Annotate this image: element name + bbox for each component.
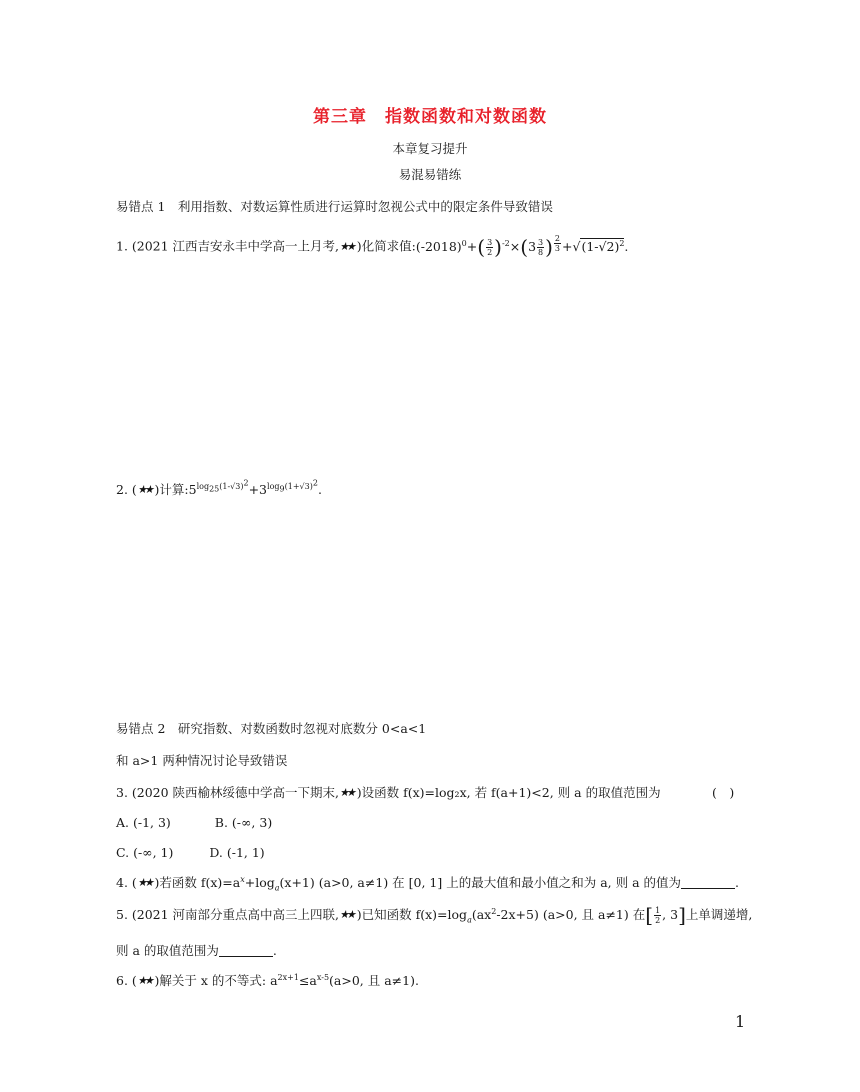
q5-text-b: (ax (471, 907, 492, 922)
error-point-2-line-1: 易错点 2 研究指数、对数函数时忽视对底数分 0<a<1 (116, 721, 427, 736)
difficulty-star-icon: ★★ (136, 483, 154, 496)
q5-text-d: 上单调递增, (685, 907, 753, 922)
q3-options-row-1 (116, 814, 272, 832)
q2-suffix: )计算: (154, 482, 189, 497)
q6-text-c: (a>0, 且 a≠1). (329, 973, 419, 988)
answer-blank[interactable] (681, 878, 735, 889)
page-number: 1 (735, 1012, 746, 1031)
q6-prefix: 6. ( (116, 973, 137, 988)
error-point-1: 易错点 1 利用指数、对数运算性质进行运算时忽视公式中的限定条件导致错误 (116, 199, 553, 214)
difficulty-star-icon: ★★ (338, 239, 356, 253)
q2-expression: $5^{log_{25}(1-√3)^2}+3^{log_9(1+√3)^2}$. (188, 478, 322, 497)
difficulty-star-icon: ★★ (338, 908, 356, 921)
section-title: 本章复习提升 (392, 141, 468, 156)
q4-text-b: +log (244, 875, 275, 890)
question-2 (116, 478, 322, 499)
question-5: 5. (2021 河南部分重点高中高三上四联,★★ )已知函数 $f(x)=\log_a(ax^2-2x+5)$ (a>0, 且 a≠1) 在[ $\frac{1}{2}$ , 3]上单调递增, (116, 903, 753, 927)
q1-expression: $(-2018)^0+$( $\frac{3}{2}$ )$^{-2}$×(3 $\frac{3}{8}$ ) $^{\frac{2}{3}}$ $+√(1-√2)^2$. (415, 234, 629, 259)
q5-interval: [ $\frac{1}{2}$ , 3] (645, 903, 686, 927)
difficulty-star-icon: ★★ (136, 876, 154, 889)
q5-text-c: -2x+5) (a>0, 且 a≠1) 在 (496, 907, 646, 922)
difficulty-star-icon: ★★ (338, 786, 356, 799)
question-3 (116, 784, 661, 802)
question-4: 4. (★★ )若函数 $f(x)=a^x+\log_a(x+1)$ (a>0, a≠1) 在 [0, 1] 上的最大值和最小值之和为 a, 则 a 的值为 . (116, 874, 739, 893)
q6-text-a: )解关于 x 的不等式: a (154, 973, 278, 988)
q3-options-row-2 (116, 844, 265, 862)
error-point-2-line-2: 和 a>1 两种情况讨论导致错误 (116, 753, 288, 768)
option-a: A. (-1, 3) (116, 815, 171, 830)
chapter-title: 第三章 指数函数和对数函数 (313, 107, 547, 127)
q5-prefix: 5. (2021 河南部分重点高中高三上四联, (116, 907, 340, 922)
subsection-title: 易混易错练 (398, 167, 462, 182)
q4-text-a: )若函数 f(x)=a (154, 875, 241, 890)
answer-blank[interactable] (219, 946, 273, 957)
option-d: D. (-1, 1) (209, 845, 265, 860)
q3-prefix: 3. (2020 陕西榆林绥德中学高一下期末, (116, 785, 340, 800)
answer-bracket: ( ) (712, 785, 735, 800)
difficulty-star-icon: ★★ (136, 974, 154, 987)
q4-prefix: 4. ( (116, 875, 137, 890)
q1-suffix: )化简求值: (356, 238, 416, 254)
question-5-line-2: 则 a 的取值范围为 . (116, 943, 277, 958)
question-6: 6. (★★ )解关于 x 的不等式: $a^{2x+1}\le a^{x-5}(a>0$, 且 a≠1). (116, 972, 419, 988)
q5-text-a: )已知函数 f(x)=log (356, 907, 468, 922)
q6-text-b: ≤a (298, 973, 317, 988)
q3-text: )设函数 f(x)=log₂x, 若 f(a+1)<2, 则 a 的取值范围为 (356, 785, 661, 800)
q4-text-c: (x+1) (a>0, a≠1) 在 [0, 1] 上的最大值和最小值之和为 a, 则 a 的值为 (279, 875, 681, 890)
option-b: B. (-∞, 3) (214, 815, 273, 830)
option-c: C. (-∞, 1) (116, 845, 174, 860)
q1-prefix: 1. (2021 江西吉安永丰中学高一上月考, (116, 238, 340, 254)
q2-prefix: 2. ( (116, 482, 137, 497)
question-1 (116, 234, 628, 257)
